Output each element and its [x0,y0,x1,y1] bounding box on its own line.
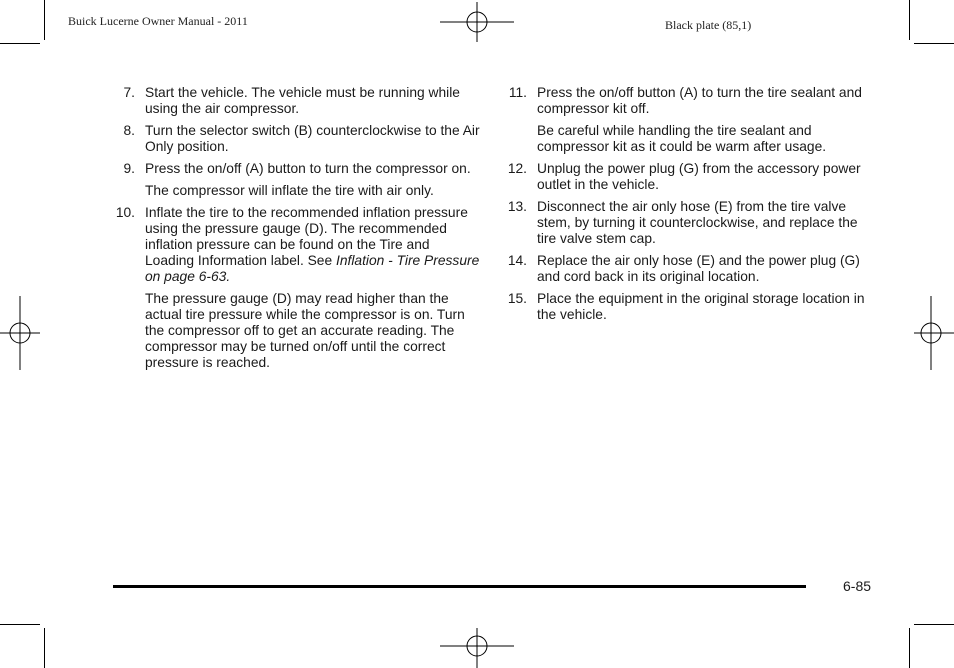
crop-mark-top-right-v [909,0,910,40]
page-number: 6-85 [843,578,872,594]
step-11-note: Be careful while handling the tire sealant and compressor kit as it could be warm after usage. [537,123,827,154]
right-column [500,85,872,329]
list-item-step-14 [500,253,872,285]
step-text: Start the vehicle. The vehicle must be running while using the air compressor. [145,85,460,116]
step-number: 12. [507,161,527,176]
list-item-step-15 [500,291,872,323]
plate-label: Black plate (85,1) [665,18,752,32]
footer-rule [113,585,806,588]
step-text: Turn the selector switch (B) counterclockwise to the Air Only position. [145,123,480,154]
step-text: Disconnect the air only hose (E) from the tire valve stem, by turning it counterclockwise, and replace the tire valve stem cap. [537,199,858,246]
step-number: 15. [507,291,527,306]
list-item-step-10 [108,205,480,285]
list-item-step-13 [500,199,872,247]
step-number: 8. [123,123,135,138]
registration-target-left-icon [0,296,44,370]
registration-target-top-icon [440,2,514,46]
list-item-step-9 [108,161,480,177]
step-text: Replace the air only hose (E) and the power plug (G) and cord back in its original location. [537,253,860,284]
step-number: 13. [507,199,527,214]
crop-mark-bottom-right-v [909,628,910,668]
step-text: Place the equipment in the original storage location in the vehicle. [537,291,865,322]
crop-mark-top-right-h [914,43,954,44]
step-10-note: The pressure gauge (D) may read higher than the actual tire pressure while the compressor is on. Turn the compressor off to get an accurate reading. The compressor may be turned on/off until the correct pressure is reached. [145,291,465,370]
step-text: Press the on/off button (A) to turn the tire sealant and compressor kit off. [537,85,862,116]
list-item-step-8 [108,123,480,155]
list-item-step-11 [500,85,872,117]
step-text [145,205,480,285]
crop-mark-bottom-right-h [914,624,954,625]
step-number: 14. [507,253,527,268]
cross-reference-link[interactable]: Inflation - Tire Pressure on page 6-63. [145,253,480,284]
step-10-text: Inflate the tire to the recommended inflation pressure using the pressure gauge (D). The recommended inflation pressure can be found on the Tire and Loading Information label. See [145,205,468,268]
crop-mark-top-left-v [44,0,45,40]
manual-title: Buick Lucerne Owner Manual - 2011 [68,14,248,28]
registration-target-right-icon [910,296,954,370]
step-text: Unplug the power plug (G) from the accessory power outlet in the vehicle. [537,161,861,192]
registration-target-bottom-icon [440,626,514,668]
list-item-step-12 [500,161,872,193]
step-9-note: The compressor will inflate the tire with air only. [145,183,434,198]
step-number: 7. [123,85,135,100]
crop-mark-bottom-left-h [0,624,40,625]
left-column [108,85,480,377]
crop-mark-bottom-left-v [44,628,45,668]
step-text: Press the on/off (A) button to turn the compressor on. [145,161,471,176]
step-number: 10. [115,205,135,220]
step-number: 11. [508,85,527,100]
list-item-step-7 [108,85,480,117]
step-number: 9. [123,161,135,176]
crop-mark-top-left-h [0,43,40,44]
